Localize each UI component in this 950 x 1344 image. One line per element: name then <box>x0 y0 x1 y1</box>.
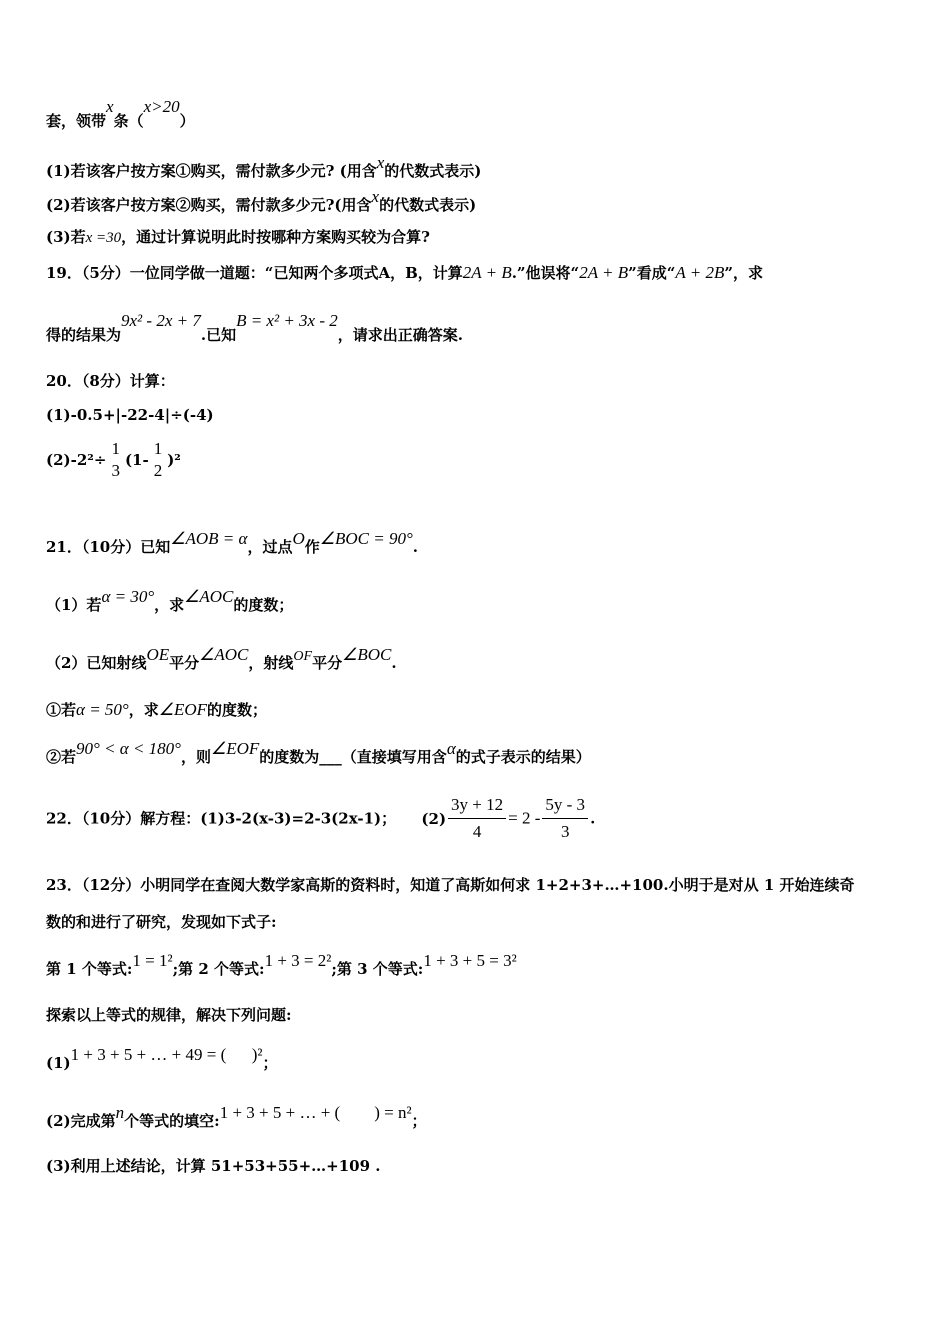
q21-line1 <box>46 529 418 556</box>
q22-middle: = 2 - <box>508 808 541 828</box>
q21-sub2-angle-boc: ∠BOC <box>342 645 392 664</box>
q18-part3-equation: x =30 <box>85 230 122 246</box>
q21-sub2-ray-oe: OE <box>146 645 170 664</box>
q21-expr-aob: ∠AOB = α <box>170 529 248 548</box>
q18-var-x: x <box>106 97 114 116</box>
q20-title: 20．（8分）计算： <box>46 372 175 390</box>
q18-text-a: 套，领带 <box>46 112 107 130</box>
q23-eq3-label: ;第 3 个等式: <box>331 960 424 978</box>
q18-part3-text-b: ，通过计算说明此时按哪种方案购买较为合算? <box>121 228 430 246</box>
q21-text-a: 21．（10分）已知 <box>46 538 171 556</box>
q18-part2-text-a: (2)若该客户按方案②购买，需付款多少元?(用含 <box>46 196 372 214</box>
q22-end: . <box>590 809 596 828</box>
q18-text-b: 条（ <box>113 112 144 130</box>
q20-part2 <box>46 440 181 480</box>
q21-sub2-angle-aoc: ∠AOC <box>199 645 249 664</box>
q19-expr-1: 2A + B <box>462 263 512 282</box>
q21-case2-text-a: ②若 <box>46 748 77 766</box>
q19-text-a: 19．（5分）一位同学做一道题：“已知两个多项式A，B，计算 <box>46 264 463 282</box>
q19-expr-2: 2A + B <box>579 263 629 282</box>
q21-sub2-text-a: （2）已知射线 <box>46 654 147 672</box>
q20-part2-text-a: (2)-2²÷ <box>46 451 107 469</box>
q23-part2-end: ； <box>411 1112 427 1130</box>
q22-fraction-1-den: 4 <box>472 822 482 841</box>
q20-fraction-1-num: 1 <box>111 439 120 458</box>
q21-sub1-text-c: 的度数； <box>233 596 294 614</box>
q23-part2 <box>46 1103 427 1130</box>
q18-part1-var: x <box>376 153 385 172</box>
q18-part2-var: x <box>371 187 380 206</box>
q20-fraction-2-num: 1 <box>153 439 163 458</box>
q19-b-expr: B = x² + 3x - 2 <box>236 311 338 330</box>
q23-line1: 23．（12分）小明同学在查阅大数学家高斯的资料时，知道了高斯如何求 1+2+3+…+100.小明于是对从 1 开始连续奇 <box>46 876 855 894</box>
q21-case1 <box>46 701 267 718</box>
q21-case1-text-b: ，求 <box>128 701 159 719</box>
q21-case2-alpha: α <box>446 739 456 758</box>
q23-part2-text-b: 个等式的填空: <box>124 1112 220 1130</box>
q18-part1-text-a: (1)若该客户按方案①购买，需付款多少元? (用含 <box>46 162 377 180</box>
q21-case2-angle: ∠EOF <box>211 739 260 758</box>
q18-part3 <box>46 230 430 246</box>
q21-sub1-text-b: ，求 <box>154 596 185 614</box>
q21-case1-angle: ∠EOF <box>158 700 208 719</box>
q21-sub1-angle: ∠AOC <box>184 587 234 606</box>
q22-fraction-2-num: 5y - 3 <box>542 794 588 819</box>
q22-fraction-2 <box>542 794 588 843</box>
q21-case2-text-b: ，则 <box>180 748 211 766</box>
q18-intro-line <box>46 97 195 130</box>
q23-part2-n: n <box>115 1103 125 1122</box>
q18-text-c: ） <box>179 112 195 130</box>
q21-sub2-ray-of: OF <box>293 649 313 664</box>
q23-part1 <box>46 1045 278 1072</box>
q23-eq3: 1 + 3 + 5 = 3² <box>423 951 517 970</box>
q19-line1 <box>46 264 763 281</box>
q22-text-a: 22．（10分）解方程：(1)3-2(x-3)=2-3(2x-1)； <box>46 809 397 828</box>
q19-line2-text-c: ，请求出正确答案. <box>337 326 463 344</box>
q19-result-expr: 9x² - 2x + 7 <box>121 311 201 330</box>
q20-part2-text-b: (1- <box>124 451 149 469</box>
q22-fraction-1-num: 3y + 12 <box>448 794 506 819</box>
q23-part1-expr: 1 + 3 + 5 + … + 49 = ( )² <box>70 1045 263 1064</box>
q23-eq1-label: 第 1 个等式: <box>46 960 133 978</box>
q21-sub2-text-e: . <box>391 654 397 672</box>
q23-part2-text-a: (2)完成第 <box>46 1112 116 1130</box>
q20-part2-text-c: )² <box>167 451 181 469</box>
q21-text-d: . <box>412 538 418 556</box>
q20-fraction-1-den: 3 <box>111 461 120 480</box>
q19-expr-3: A + 2B <box>675 263 725 282</box>
q23-line4: 探索以上等式的规律，解决下列问题: <box>46 1006 292 1024</box>
q21-text-c: 作 <box>304 538 320 556</box>
q21-case2 <box>46 739 591 766</box>
q19-line2 <box>46 311 463 344</box>
q18-part1-text-b: 的代数式表示) <box>384 162 482 180</box>
q20-fraction-1 <box>108 440 123 480</box>
q20-fraction-2-den: 2 <box>153 461 163 480</box>
q19-line2-text-a: 得的结果为 <box>46 326 122 344</box>
q21-sub1 <box>46 587 294 614</box>
q21-expr-boc: ∠BOC = 90° <box>319 529 413 548</box>
q18-part2-text-b: 的代数式表示) <box>379 196 477 214</box>
q18-part1 <box>46 153 482 180</box>
q19-text-b: .”他误将“ <box>511 264 580 282</box>
q21-sub2-text-c: ，射线 <box>248 654 294 672</box>
q18-part2 <box>46 187 477 214</box>
q21-point-o: O <box>292 529 305 548</box>
q23-part2-expr: 1 + 3 + 5 + … + ( ) = n² <box>219 1103 412 1122</box>
q21-case1-alpha: α = 50° <box>76 700 129 719</box>
q23-part3: (3)利用上述结论，计算 51+53+55+…+109 . <box>46 1157 381 1175</box>
q23-part1-label: (1) <box>46 1054 71 1072</box>
q18-part3-text-a: (3)若 <box>46 228 86 246</box>
q20-part1: (1)-0.5+|-22-4|÷(-4) <box>46 406 214 424</box>
q21-case2-text-c: 的度数为___（直接填写用含 <box>259 748 447 766</box>
q20-fraction-2 <box>151 440 166 480</box>
q21-sub2 <box>46 645 397 672</box>
q21-case2-range: 90° < α < 180° <box>76 739 181 758</box>
q21-sub2-text-b: 平分 <box>169 654 200 672</box>
q22-fraction-2-den: 3 <box>560 822 570 841</box>
q19-line2-text-b: .已知 <box>200 326 237 344</box>
q23-eq2: 1 + 3 = 2² <box>264 951 332 970</box>
q21-sub1-alpha: α = 30° <box>101 587 155 606</box>
q21-text-b: ，过点 <box>247 538 293 556</box>
q23-eq1: 1 = 1² <box>132 951 173 970</box>
q22-text-b: (2) <box>421 809 447 828</box>
q19-text-c: ”看成“ <box>628 264 676 282</box>
q21-sub2-text-d: 平分 <box>312 654 343 672</box>
q23-part1-end: ； <box>262 1054 278 1072</box>
q22-fraction-1 <box>448 794 506 843</box>
q21-case1-text-a: ①若 <box>46 701 77 719</box>
q21-case2-text-d: 的式子表示的结果） <box>455 748 591 766</box>
q23-equations <box>46 951 517 978</box>
q23-line2: 数的和进行了研究，发现如下式子: <box>46 913 277 931</box>
q19-text-d: ”，求 <box>724 264 763 282</box>
q18-condition: x>20 <box>143 97 180 116</box>
q21-case1-text-c: 的度数； <box>207 701 268 719</box>
q23-eq2-label: ;第 2 个等式: <box>172 960 265 978</box>
q21-sub1-text-a: （1）若 <box>46 596 102 614</box>
q22-line <box>46 794 595 843</box>
